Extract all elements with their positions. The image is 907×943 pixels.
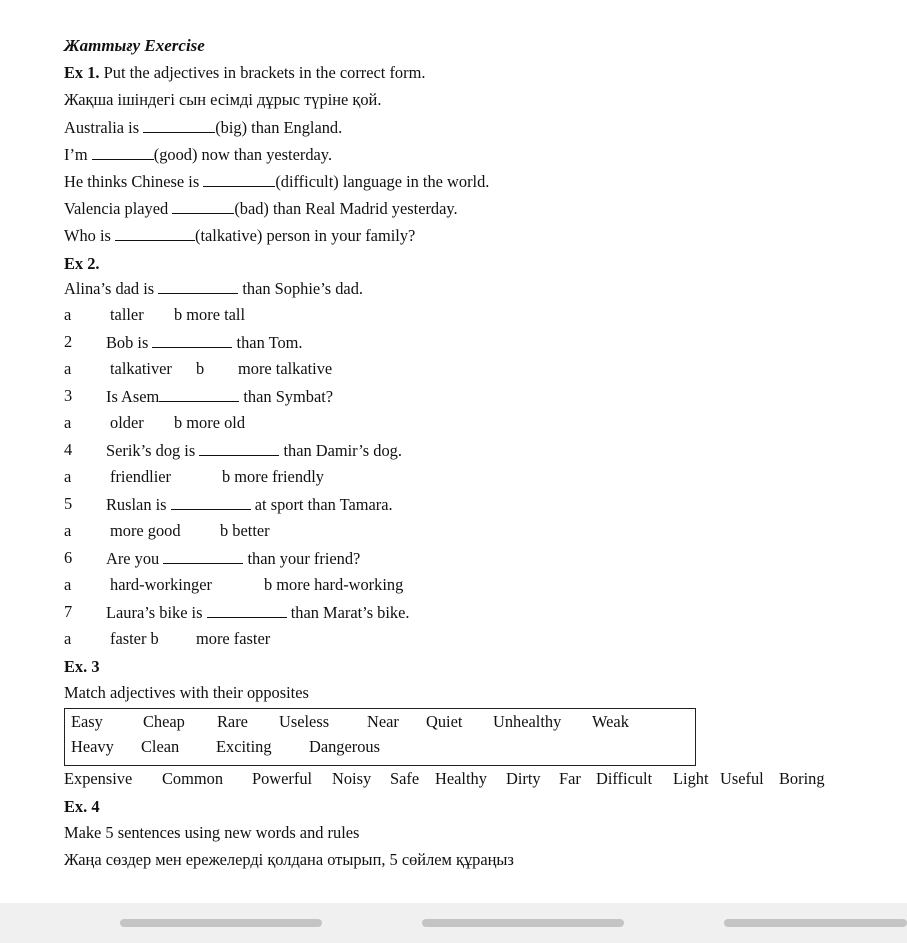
- question-text: [106, 602, 410, 623]
- answer-blank: [158, 278, 238, 294]
- answer-blank: [115, 225, 195, 241]
- option-a: older: [110, 413, 144, 432]
- question-prefix: Laura’s bike is: [106, 603, 207, 622]
- option-b: more talkative: [238, 359, 333, 378]
- ex1-item-text: He thinks Chinese is: [64, 172, 204, 191]
- opposite-word: Useful: [720, 769, 764, 788]
- opposite-word: Far: [559, 769, 581, 788]
- scroll-thumb[interactable]: [120, 919, 322, 927]
- opposite-word: Difficult: [596, 769, 653, 788]
- question-suffix: than Tom.: [232, 333, 303, 352]
- answer-blank: [171, 494, 251, 510]
- question-number: 4: [64, 440, 73, 459]
- question-suffix: than Marat’s bike.: [286, 603, 410, 622]
- question-text: [106, 332, 302, 353]
- question-number: 2: [64, 332, 73, 351]
- option-b: more faster: [196, 629, 271, 648]
- adjective-word: Rare: [217, 712, 248, 731]
- question-prefix: Is Asem: [106, 387, 160, 406]
- option-a: more good: [110, 521, 181, 540]
- answer-blank: [152, 332, 232, 348]
- question-text: [106, 548, 360, 569]
- adjective-word: Heavy: [71, 737, 114, 756]
- adjective-word: Unhealthy: [493, 712, 562, 731]
- ex1-instruction: Put the adjectives in brackets in the correct form.: [103, 63, 426, 82]
- opposite-word: Common: [162, 769, 224, 788]
- ex3-instruction: Match adjectives with their opposites: [64, 683, 309, 702]
- adjectives-box: [64, 708, 696, 766]
- ex1-instruction-kz: Жақша ішіндегі сын есімді дұрыс түріне қой.: [64, 90, 382, 109]
- ex1-item-text: (difficult) language in the world.: [275, 172, 490, 191]
- question-suffix: than Symbat?: [239, 387, 334, 406]
- option-letter: a: [64, 521, 72, 540]
- option-b: b more old: [174, 413, 246, 432]
- option-a: faster b: [110, 629, 159, 648]
- question-prefix: Serik’s dog is: [106, 441, 200, 460]
- option-letter: a: [64, 413, 72, 432]
- opposite-word: Boring: [779, 769, 825, 788]
- adjective-word: Useless: [279, 712, 330, 731]
- ex1-item-text: Who is: [64, 226, 115, 245]
- question-number: 6: [64, 548, 73, 567]
- answer-blank: [92, 144, 154, 160]
- ex1-item: [64, 117, 342, 138]
- adjective-word: Quiet: [426, 712, 463, 731]
- ex4-instruction-kz: Жаңа сөздер мен ережелерді қолдана отырып, 5 сөйлем құраңыз: [64, 850, 514, 869]
- option-letter: b: [196, 359, 205, 378]
- opposite-word: Dirty: [506, 769, 541, 788]
- ex1-item: [64, 171, 489, 192]
- option-letter: a: [64, 359, 72, 378]
- adjective-word: Exciting: [216, 737, 272, 756]
- answer-blank: [159, 386, 239, 402]
- image-strip: [0, 903, 907, 943]
- opposite-word: Safe: [390, 769, 420, 788]
- ex1-item: [64, 225, 415, 246]
- question-number: 3: [64, 386, 73, 405]
- ex1-item-text: Australia is: [64, 118, 144, 137]
- option-b: b more friendly: [222, 467, 324, 486]
- question-text: [106, 494, 393, 515]
- question-prefix: Are you: [106, 549, 164, 568]
- question-suffix: at sport than Tamara.: [250, 495, 393, 514]
- option-a: friendlier: [110, 467, 171, 486]
- option-b: b more hard-working: [264, 575, 404, 594]
- option-letter: a: [64, 305, 72, 324]
- ex3-heading: Ex. 3: [64, 657, 100, 676]
- answer-blank: [172, 198, 234, 214]
- ex1-instruction-line: [64, 63, 425, 83]
- ex1-item-text: (talkative) person in your family?: [195, 226, 416, 245]
- option-b: b better: [220, 521, 270, 540]
- ex4-instruction: Make 5 sentences using new words and rules: [64, 823, 360, 842]
- opposite-word: Noisy: [332, 769, 372, 788]
- answer-blank: [163, 548, 243, 564]
- question-suffix: than Damir’s dog.: [279, 441, 402, 460]
- ex1-item: [64, 198, 458, 219]
- ex1-item: [64, 144, 332, 165]
- option-letter: a: [64, 575, 72, 594]
- option-letter: a: [64, 629, 72, 648]
- question-prefix: Ruslan is: [106, 495, 171, 514]
- answer-blank: [199, 440, 279, 456]
- adjective-word: Near: [367, 712, 399, 731]
- answer-blank: [143, 117, 215, 133]
- question-text: than Sophie’s dad.: [238, 279, 363, 298]
- ex1-item-text: Valencia played: [64, 199, 173, 218]
- ex1-item-text: I’m: [64, 145, 92, 164]
- option-letter: a: [64, 467, 72, 486]
- adjective-word: Weak: [592, 712, 629, 731]
- ex2-heading: Ex 2.: [64, 254, 100, 273]
- opposite-word: Expensive: [64, 769, 133, 788]
- ex1-item-text: (bad) than Real Madrid yesterday.: [234, 199, 458, 218]
- option-b: b more tall: [174, 305, 246, 324]
- ex1-heading: Ex 1.: [64, 63, 100, 82]
- opposite-word: Powerful: [252, 769, 313, 788]
- scroll-thumb[interactable]: [422, 919, 624, 927]
- ex1-item-text: (good) now than yesterday.: [153, 145, 333, 164]
- question-text: Alina’s dad is: [64, 279, 159, 298]
- question-prefix: Bob is: [106, 333, 153, 352]
- answer-blank: [207, 602, 287, 618]
- answer-blank: [203, 171, 275, 187]
- adjective-word: Easy: [71, 712, 103, 731]
- opposite-word: Healthy: [435, 769, 487, 788]
- adjective-word: Dangerous: [309, 737, 381, 756]
- question-text: [106, 440, 402, 461]
- ex1-item-text: (big) than England.: [215, 118, 343, 137]
- question-number: 5: [64, 494, 73, 513]
- adjective-word: Clean: [141, 737, 180, 756]
- page-title: Жаттығу Exercise: [64, 36, 205, 55]
- option-a: talkativer: [110, 359, 172, 378]
- question-text: [106, 386, 333, 407]
- option-a: taller: [110, 305, 144, 324]
- question-suffix: than your friend?: [243, 549, 361, 568]
- option-a: hard-workinger: [110, 575, 212, 594]
- opposite-word: Light: [673, 769, 709, 788]
- question-number: 7: [64, 602, 73, 621]
- ex4-heading: Ex. 4: [64, 797, 100, 816]
- ex2-question: [64, 278, 363, 299]
- scroll-thumb[interactable]: [724, 919, 907, 927]
- adjective-word: Cheap: [143, 712, 185, 731]
